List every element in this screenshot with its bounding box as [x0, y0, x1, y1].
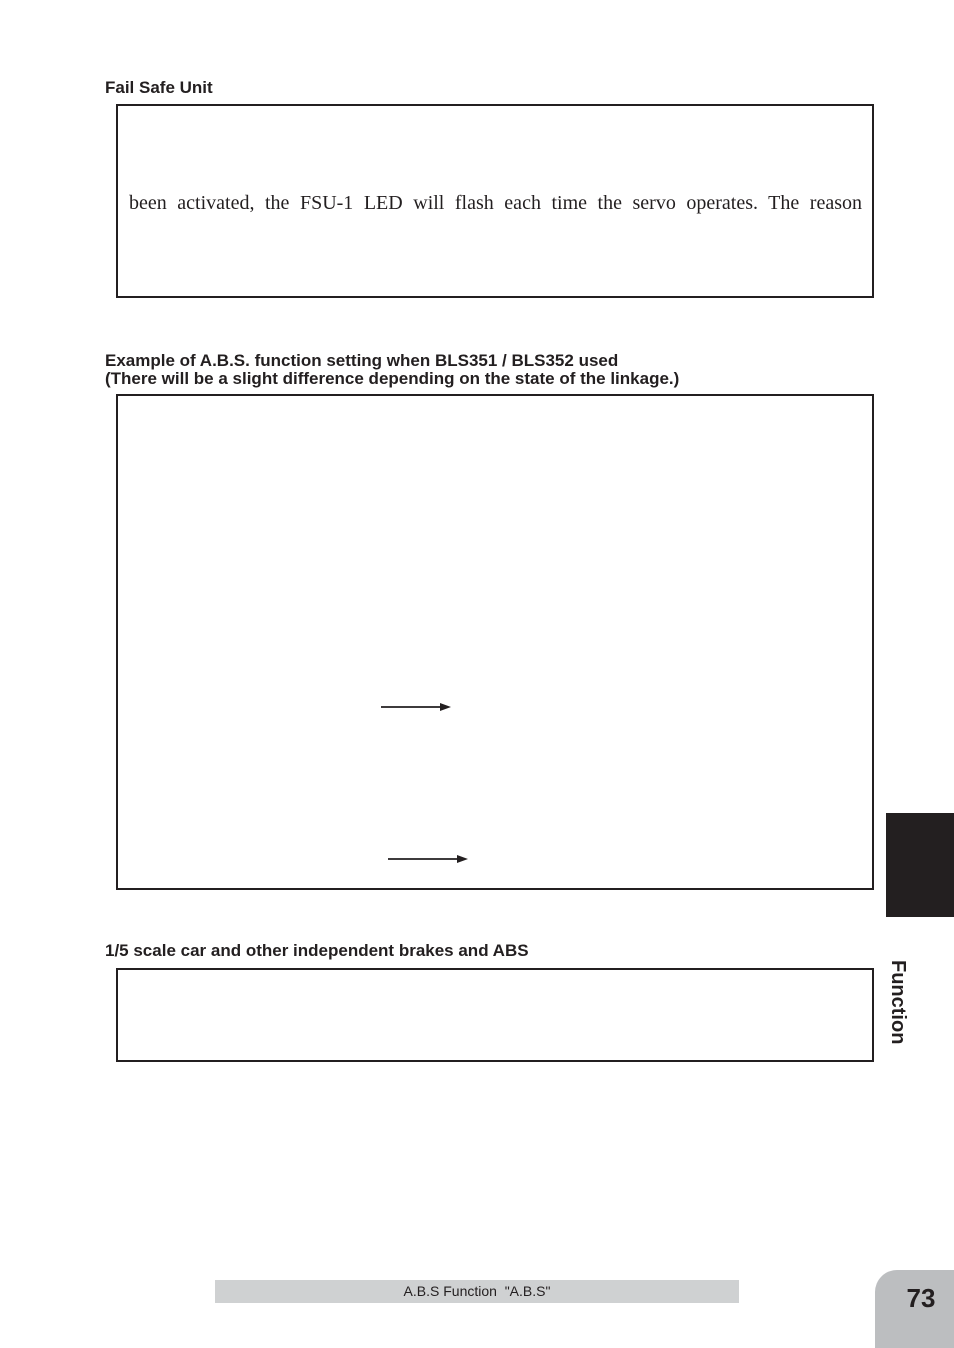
fail-safe-text-line: been activated, the FSU-1 LED will flash each time the servo operates. The reason: [129, 192, 862, 214]
abs-example-heading: Example of A.B.S. function setting when BLS351 / BLS352 used: [105, 351, 619, 370]
fail-safe-heading: Fail Safe Unit: [105, 78, 213, 97]
side-index-tab: [886, 813, 954, 917]
independent-brakes-box: [116, 968, 874, 1062]
arrow-right-icon: [380, 700, 454, 714]
abs-example-subheading: (There will be a slight difference depending on the state of the linkage.): [105, 369, 680, 388]
side-tab-label: Function: [887, 960, 909, 1045]
arrow-right-icon: [387, 852, 473, 866]
independent-brakes-heading: 1/5 scale car and other independent brakes and ABS: [105, 941, 529, 960]
page-number: 73: [906, 1283, 936, 1313]
footer-title-bar: A.B.S Function "A.B.S": [215, 1280, 739, 1303]
abs-example-box: [116, 394, 874, 890]
